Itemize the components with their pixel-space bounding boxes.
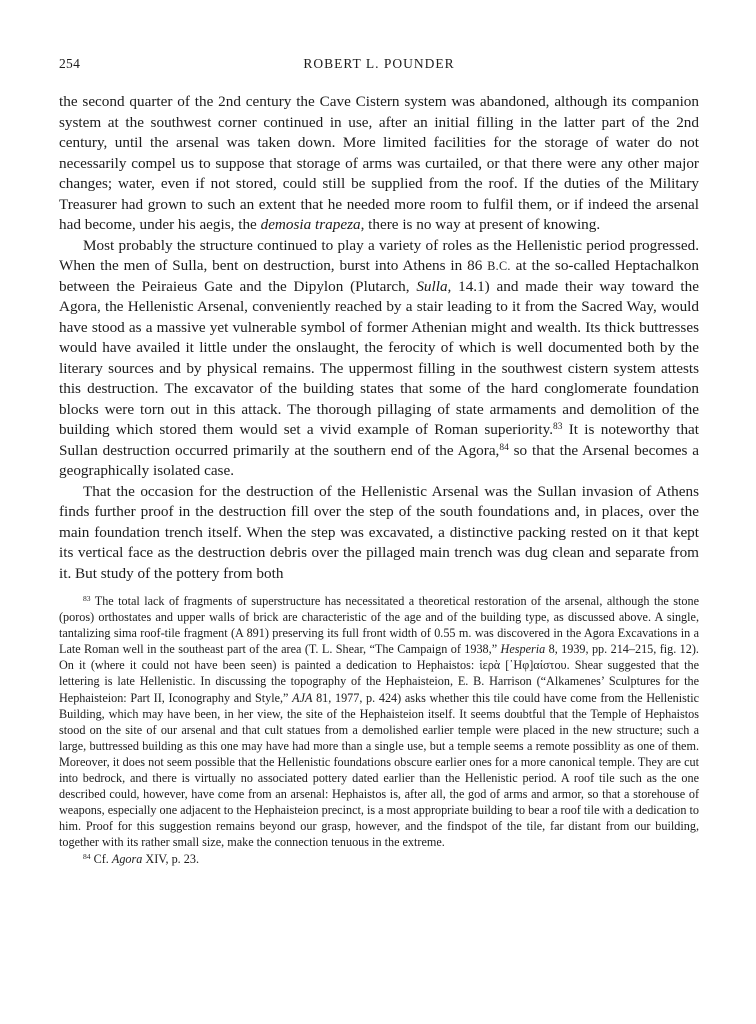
footnote-number: 83 <box>83 593 91 603</box>
footnote-number: 84 <box>83 851 91 861</box>
italic-title: Agora <box>111 851 143 866</box>
footnotes <box>59 593 699 867</box>
italic-journal: AJA <box>292 690 313 705</box>
body-text <box>59 92 699 584</box>
paragraph-1: the second quarter of the 2nd century the Cave Cistern system was abandoned, although its companion system at the southwest corner continued in use, after an initial filling in the latter part of the 2nd century, until the arsenal was taken down. More limited facilities for the storage of water do not necessarily compel us to suppose that storage of arms was curtailed, or that there were any other major changes; water, even if not stored, could still be supplied from the roof. If the duties of the Military Treasurer had grown to such an extent that he needed more room to fulfil them, or if indeed the arsenal had become, under his aegis, the demosia trapeza, there is no way at present of knowing. <box>59 93 699 233</box>
footnote-83: $^{83}$ The total lack of fragments of superstructure has necessitated a theoretical restoration of the arsenal, although the stone (poros) orthostates and upper walls of brick are characteristic of the age and of the building type, as discussed above. A single, tantalizing sima roof-tile fragment (A 891) preserving its full front width of 0.55 m. was discovered in the Agora Excavations in a Late Roman well in the southeast part of the area (T. L. Shear, “The Campaign of 1938,” Hesperia 8, 1939, pp. 214–215, fig. 12). On it (where it could not have been seen) is painted a dedication to Hephaistos: ἱερὰ [῾Ηφ]αίστου. Shear suggested that the lettering is late Hellenistic. In discussing the topography of the Hephaisteion, E. B. Harrison (“Alkamenes’ Sculptures for the Hephaisteion: Part II, Iconography and Style,” AJA 81, 1977, p. 424) asks whether this tile could have come from the Hellenistic Building, which may have been, in her view, the site of the Hephaisteion itself. It seems doubtful that the Temple of Hephaistos stood on the site of our arsenal and that cult statues from a demolished earlier temple were placed in the new structure; such a large, buttressed building as this one may have had more than a single use, but a temple seems a remote possiblity as one of them. Moreover, it does not seem possible that the Hellenistic foundations obscure earlier ones for a more canonical temple. They are cut into bedrock, and there is virtually no associated pottery dated earlier than the Hellenistic period. A roof tile such as the one described could, however, have come from an arsenal: Hephaistos is, after all, the god of arms and armor, so that a storehouse of weapons, especially one adjacent to the Hephaisteion precinct, is a most appropriate building to bear a roof tile with a dedication to him. Proof for this suggestion remains beyond our grasp, however, and the findspot of the tile, far distant from our building, together with its rather small size, make the connection tenuous in the extreme. <box>59 593 700 850</box>
page-number: 254 <box>59 56 81 71</box>
running-title: ROBERT L. POUNDER <box>303 56 455 71</box>
italic-journal: Hesperia <box>500 642 546 657</box>
footnote-84: $^{84}$ Cf. Agora XIV, p. 23. <box>83 851 199 866</box>
running-head <box>59 56 699 78</box>
page <box>59 56 699 867</box>
paragraph-3: That the occasion for the destruction of the Hellenistic Arsenal was the Sullan invasion of Athens finds further proof in the destruction fill over the step of the south foundations and, in places, over the main foundation trench itself. When the step was excavated, a distinctive packing rested on it that kept its vertical face as the destruction debris over the pillaged main trench was dug clean and separate from it. But study of the pottery from both <box>59 482 699 582</box>
footnote-ref-83[interactable]: 83 <box>553 421 563 432</box>
italic-term: demosia trapeza <box>260 216 361 233</box>
paragraph-2: Most probably the structure continued to play a variety of roles as the Hellenistic period progressed. When the men of Sulla, bent on destruction, burst into Athens in 86 B.C. at the so-called Heptachalkon between the Peiraieus Gate and the Dipylon (Plutarch, Sulla, 14.1) and made their way toward the Agora, the Hellenistic Arsenal, conveniently reached by a stair leading to it from the Sacred Way, would have stood as a massive yet vulnerable symbol of former Athenian might and wealth. Its thick buttresses would have availed it little under the onslaught, the ferocity of which is well documented both by the literary sources and by physical remains. The uppermost filling in the southwest cistern system attests this destruction. The excavator of the building states that some of the hard conglomerate foundation blocks were torn out in this attack. The thorough pillaging of state armaments and demolition of the building which stored them would set a vivid example of Roman superiority.$^{83}$ It is noteworthy that Sullan destruction occurred primarily at the southern end of the Agora,$^{84}$ so that the Arsenal becomes a geographically isolated case. <box>59 236 699 479</box>
italic-title: Sulla, <box>416 277 452 295</box>
footnote-ref-84[interactable]: 84 <box>499 442 509 453</box>
small-caps-era: B.C. <box>487 259 511 273</box>
